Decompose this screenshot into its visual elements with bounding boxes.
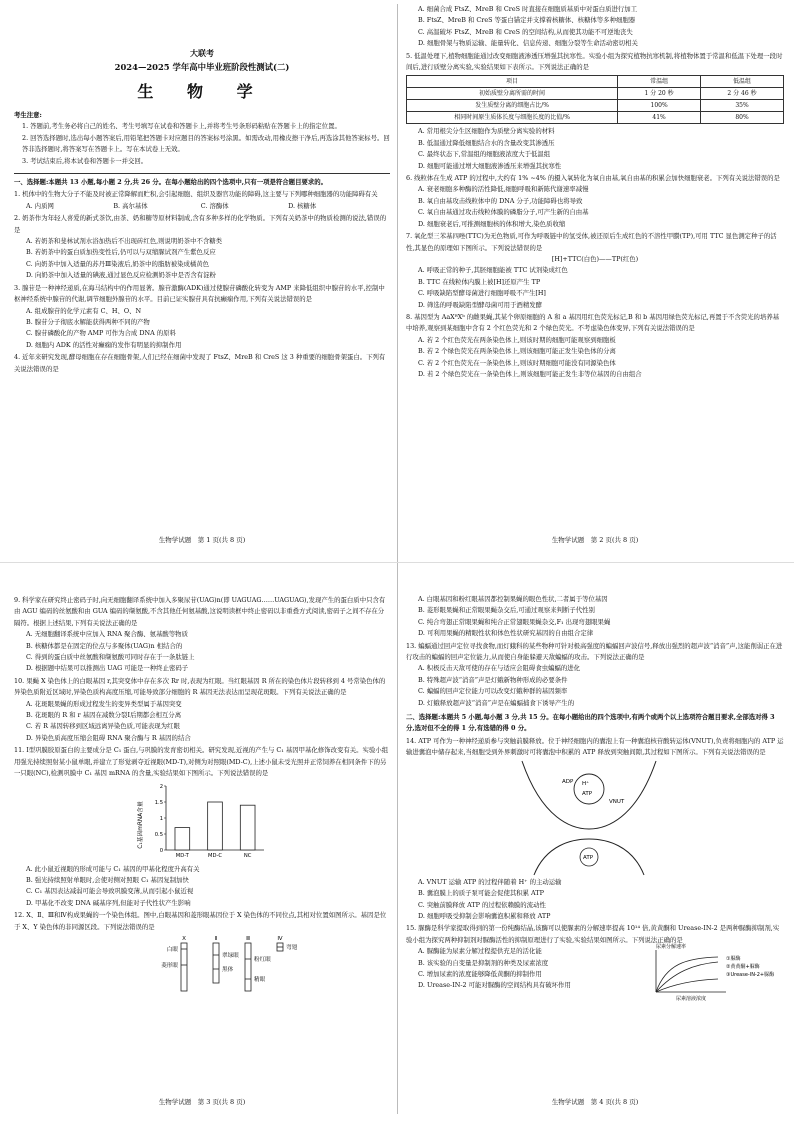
option: A. 脲酶能为尿素分解过程提供充足的活化能 bbox=[418, 947, 542, 956]
option: B. 腺苷分子彻底水解能获得两种不同的产物 bbox=[26, 317, 150, 326]
option: A. 细菌合成 FtsZ、MreB 和 CreS 时直接在细胞质基质中对蛋白质进行加工 bbox=[418, 5, 638, 13]
table-cell: 初始质壁分离所需的时间 bbox=[407, 88, 618, 100]
option: B. 若奶茶中的蛋白质加热变性后,仍可以与双缩脲试剂产生紫色反应 bbox=[26, 248, 216, 257]
table-cell: 80% bbox=[701, 112, 784, 124]
chromosome-3 bbox=[245, 943, 251, 991]
option: B. 高尔基体 bbox=[113, 201, 148, 210]
option: B. FtsZ、MreB 和 CreS 等蛋白锚定并支撑着核糖体、核糖体等多种细胞器 bbox=[418, 16, 636, 25]
option: D. 细胞衰老后,可推测细胞核的体积增大,染色质收缩 bbox=[418, 219, 566, 228]
page-3-footer: 生物学试题 第 3 页(共 8 页) bbox=[158, 1098, 246, 1106]
section-2-heading: 二、选择题:本题共 5 小题,每小题 3 分,共 15 分。在每小题给出的四个选项中,有两个或两个以上选项符合题目要求,全部选对得 3 分,选对但不全的得 1 分,有选错的得 0 分。 bbox=[406, 713, 775, 733]
option: C. 得到的蛋白质中丝氨酸和缬氨酸可同时存在于一条肽链上 bbox=[26, 653, 195, 662]
option: B. 囊泡膜上的质子泵可能会促使其积累 ATP bbox=[418, 889, 544, 898]
option: A. 若奶茶和斐林试剂水浴加热后不出现砖红色,则说明奶茶中不含糖类 bbox=[26, 237, 223, 246]
option: C. 若 R 基因转移到区域远离异染色质,可能表现为红眼 bbox=[26, 722, 180, 731]
exam-year: 2024—2025 学年高中毕业班阶段性测试(二) bbox=[114, 62, 290, 72]
option: D. 甲基化不改变 DNA 碱基序列,但能对子代性状产生影响 bbox=[26, 898, 191, 907]
page-1 bbox=[14, 46, 390, 532]
question-15-body bbox=[406, 944, 784, 1003]
option: D. 细胞内 ADK 的活性对癫痫的发作有明显的抑制作用 bbox=[26, 340, 182, 349]
table-header: 常温组 bbox=[618, 76, 701, 88]
table-cell: 2 分 46 秒 bbox=[701, 88, 784, 100]
chart-y-tick-label: 2 bbox=[159, 783, 163, 790]
table-header: 项目 bbox=[407, 76, 618, 88]
table-row bbox=[407, 112, 784, 124]
gene-label-white-eye: 白眼 bbox=[166, 946, 178, 953]
table-cell: 35% bbox=[701, 100, 784, 112]
table-row bbox=[407, 88, 784, 100]
vertical-divider bbox=[397, 4, 398, 1114]
chromosome-x bbox=[181, 943, 187, 991]
option: B. 核糖体都是在固定的位点与多聚体(UAG)n 相结合的 bbox=[26, 641, 183, 650]
question-14-stem: 14. ATP 可作为一种神经递质参与突触前膜释放。位于神经细胞内的囊泡上有一种囊泡核苷酸转运体(VNUT),负责将细胞内的 ATP 运输进囊泡中储存起来,当细胞受到外界刺激时可将囊泡中积累的 ATP 释放到突触间隙,其过程如下图所示。下列有关说法错误的是 bbox=[406, 736, 784, 757]
proton-label: H⁺ bbox=[582, 780, 590, 787]
page-2-footer: 生物学试题 第 2 页(共 8 页) bbox=[551, 536, 639, 544]
table-cell: 相同时间原生质体长度与细胞长度的比值/% bbox=[407, 112, 618, 124]
chromosome-diagram bbox=[124, 933, 324, 993]
gene-label-black-body: 黑体 bbox=[222, 966, 234, 973]
exam-name: 大联考 bbox=[190, 48, 214, 58]
table-header: 低温组 bbox=[701, 76, 784, 88]
page-4-footer: 生物学试题 第 4 页(共 8 页) bbox=[551, 1098, 639, 1106]
chart-y-tick-label: 0 bbox=[159, 847, 163, 854]
question-1-stem: 1. 机体中的生物大分子不能及时被正常降解而贮积,会引起细胞、组织及器官功能的障碍,这主要与下列哪种细胞器的功能障碍有关 bbox=[14, 190, 378, 199]
option: B. 若 2 个绿色荧光在两条染色体上,则该细胞可能正发生染色体的分离 bbox=[418, 347, 616, 356]
question-11-stem: 11. Ⅰ型巩膜胶原蛋白的主要成分是 C₁ 蛋白,与巩膜的发育密切相关。研究发现,近视的产生与 C₁ 基因甲基化修饰改变有关。实验小组用强光持续照射某小鼠单眼,并建立了形觉剥夺近视眼(MD-T),对侧为对照眼(MD-C),上述小鼠未受光照并正常饲养在相同条件下的另一只眼(NC),检测巩膜中 C₁ 基因 mRNA 的含量,实验结果如下图所示。下列说法错误的是 bbox=[14, 746, 389, 778]
option: A. VNUT 运输 ATP 的过程伴随着 H⁺ 的主动运输 bbox=[418, 877, 562, 886]
mrna-bar-chart bbox=[132, 780, 272, 864]
option: A. 常用根尖分生区细胞作为质壁分离实验的材料 bbox=[418, 127, 555, 136]
chart-bar bbox=[175, 827, 190, 849]
section-divider bbox=[14, 173, 390, 174]
question-2-stem: 2. 奶茶作为年轻人喜爱的新式茶饮,由茶、奶和糖等原材料制成,含有多种多样的化学物质。下列有关奶茶中的物质检测的说法,错误的是 bbox=[14, 214, 387, 234]
table-cell: 100% bbox=[618, 100, 701, 112]
question-1-options bbox=[14, 201, 390, 212]
chart-y-axis-label: C₁基因mRNA含量 bbox=[138, 800, 144, 849]
chromosome-2 bbox=[213, 943, 219, 983]
option: A. 花斑眼果蝇的形成过程发生的变异类型属于基因突变 bbox=[26, 699, 182, 708]
chart-y-tick-label: 1 bbox=[159, 815, 163, 822]
page-1-header bbox=[14, 46, 390, 110]
option: A. 白眼基因和粉红眼基因都控制果蝇的眼色性状,二者属于等位基因 bbox=[418, 595, 608, 603]
legend-item: ②黄黄酮+脲酶 bbox=[726, 964, 760, 971]
option: C. 若 2 个红色荧光在一条染色体上,则该时期细胞可能没有同源染色体 bbox=[418, 358, 616, 367]
subject-title: 生 物 学 bbox=[137, 82, 267, 101]
section-1-heading: 一、选择题:本题共 13 小题,每小题 2 分,共 26 分。在每小题给出的四个选项中,只有一项是符合题目要求的。 bbox=[14, 178, 328, 187]
option: C. 突触前膜释放 ATP 的过程依赖膜的流动性 bbox=[418, 900, 546, 909]
synapse-figure bbox=[406, 759, 784, 877]
option: B. 菱形眼果蝇和正常眼果蝇杂交后,可通过观察来判断子代性别 bbox=[418, 606, 595, 615]
option: B. 花斑眼的 R 和 r 基因在减数分裂Ⅰ后期都会相互分离 bbox=[26, 711, 182, 720]
option: D. 向奶茶中加入适量的碘液,通过显色反应检测奶茶中是否含有淀粉 bbox=[26, 271, 216, 280]
question-4-stem: 4. 近年来研究发现,酵母细胞在存在细胞骨架,人们已经在细菌中发现了 FtsZ、MreB 和 CreS 这 3 种重要的细胞骨架蛋白。下列有关说法错误的是 bbox=[14, 353, 386, 373]
question-10-stem: 10. 果蝇 X 染色体上的白眼基因 r,其突变体中存在多次 Rr 时,表现为红眼。当红眼基因 R 所在的染色体片段转移到 4 号常染色体的异染色质附近区域时,异染色质构高度压缩,可能导致部分细胞的 R 基因无法表达而呈现花斑眼。下列有关说法正确的是 bbox=[14, 676, 386, 697]
option: A. 此小鼠近视眼的形成可能与 C₁ 基因的甲基化程度升高有关 bbox=[26, 864, 200, 873]
option: C. 溶酶体 bbox=[200, 201, 229, 210]
question-7-stem: 7. 氧化型三苯基四唑(TTC)为无色物质,可作为呼吸链中的氢受体,被还原后生成红色的不溶性甲臜(TP),可用 TTC 显色测定种子的活性,其显色的原理如下图所示。下列说法错误的是 bbox=[406, 232, 777, 252]
urease-inhibition-graph bbox=[646, 942, 776, 1002]
option: C. 高温破坏 FtsZ、MreB 和 CreS 的空间结构,从而使其功能不可逆地丧失 bbox=[418, 27, 633, 36]
gene-label-rough-eye: 精眼 bbox=[254, 976, 266, 983]
option: B. 强光持续照射单眼时,会使对侧对照眼 C₁ 基因复制加快 bbox=[26, 875, 189, 884]
curve-flavone-urease bbox=[656, 962, 718, 992]
synaptic-vesicle bbox=[574, 774, 604, 804]
graph-x-axis-label: 尿素溶液浓度 bbox=[676, 996, 707, 1003]
option: D. 细胞可能通过增大细胞液渗透压来增强其抗寒性 bbox=[418, 161, 562, 170]
question-6-stem: 6. 线粒体在生成 ATP 的过程中,大约有 1% ~4% 的摄入氧转化为氧自由基,氧自由基的积累会加快细胞衰老。下列有关说法错误的是 bbox=[406, 174, 780, 183]
curve-inhibitor-urease bbox=[656, 979, 718, 992]
page-2 bbox=[406, 4, 784, 532]
chart-x-tick-label: NC bbox=[243, 852, 252, 859]
option: C. 呼吸缺陷型酵母菌进行细胞呼吸不产生[H] bbox=[418, 289, 546, 298]
chromosome-label-3: Ⅲ bbox=[246, 935, 250, 942]
option: A. 组成腺苷的化学元素有 C、H、O、N bbox=[26, 306, 142, 315]
option: C. 蝙蝠的回声定位能力可以改变灯蛾种群的基因频率 bbox=[418, 687, 568, 696]
chromosome-label-2: Ⅱ bbox=[214, 935, 218, 942]
atp-label: ATP bbox=[582, 790, 593, 797]
table-cell: 发生质壁分离的细胞占比/% bbox=[407, 100, 618, 112]
note-item: 2. 回答选择题时,选出每小题答案后,用铅笔把答题卡对应题目的答案标号涂黑。如需改动,用橡皮擦干净后,再选涂其他答案标号。回答非选择题时,将答案写在答题卡上。写在本试卷上无效。 bbox=[22, 133, 390, 154]
table-header-row bbox=[407, 76, 784, 88]
option: A. 呼吸正常的种子,其胚细胞能被 TTC 试剂染成红色 bbox=[418, 266, 568, 275]
chromosome-label-4: Ⅳ bbox=[277, 935, 283, 942]
chromosome-figure bbox=[14, 933, 390, 993]
question-8-stem: 8. 基因型为 AaXᴮXᵇ 的雌果蝇,其某个卵原细胞的 A 和 a 基因用红色荧光标记,B 和 b 基因用绿色荧光标记,再置于不含荧光的培养基中培养,观察到某细胞中含有 2 个红色荧光和 2 个绿色荧光。不考虑染色体变异,下列有关说法错误的是 bbox=[406, 312, 780, 333]
option: C. 最终状态下,常温组的细胞液浓度大于低温组 bbox=[418, 150, 551, 159]
table-cell: 1 分 20 秒 bbox=[618, 88, 701, 100]
gene-label-green-eye: 翠绿眼 bbox=[222, 952, 239, 959]
legend-item: ③Urease-IN-2+脲酶 bbox=[726, 972, 775, 979]
adp-label: ADP bbox=[562, 778, 574, 785]
option: C. 氧自由基通过攻击线粒体膜的磷脂分子,可产生新的自由基 bbox=[418, 208, 589, 217]
option: D. 灯蛾释放超声波“消音”声是在蝙蝠捕食下诱导产生的 bbox=[418, 698, 575, 707]
option: D. 可利用果蝇的精眼性状和体色性状研究基因的自由组合定律 bbox=[418, 629, 594, 638]
question-13-stem: 13. 蝙蝠通过回声定位寻找食物,而灯蛾科的某些物种可针对极高强度的蝙蝠回声波信号,释放出强烈的超声波“消音”声,这能削弱正在进行攻击的蝙蝠的回声定位能力,从而使自身能躲避天敌蝙蝠的攻击。下列说法正确的是 bbox=[406, 641, 783, 662]
question-15-stem: 15. 脲酶是科学家提取得到的第一份纯酶结晶,该酶可以使脲素的分解速率提高 10¹⁴ 倍,黄黄酮和 Urease-IN-2 是两种脲酶抑制剂,实验小组为探究两种抑制剂对脲酶活性的抑制原理进行了实验,实验结果如图所示。下列说法正确的是 bbox=[406, 924, 780, 944]
option: C. 腺苷磷酸化的产物 AMP 可作为合成 DNA 的原料 bbox=[26, 329, 176, 338]
option: D. 筛选的呼吸缺陷型酵母菌可用于酒精发酵 bbox=[418, 300, 542, 309]
graph-y-axis-label: 尿素分解速率 bbox=[656, 944, 687, 951]
option: D. 核糖体 bbox=[288, 201, 317, 210]
gene-label-lozenge-eye: 菱形眼 bbox=[161, 962, 178, 969]
table-cell: 41% bbox=[618, 112, 701, 124]
option: D. Urease-IN-2 可能对脲酶的空间结构具有破坏作用 bbox=[418, 981, 571, 990]
experiment-table bbox=[406, 75, 784, 124]
notes-title: 考生注意: bbox=[14, 111, 42, 119]
option: A. 衰老细胞多种酶的活性降低,细胞呼吸和新陈代谢速率减慢 bbox=[418, 185, 589, 194]
option: B. TTC 在线粒体内膜上被[H]还原产生 TP bbox=[418, 277, 541, 286]
option: B. 特殊超声波“消音”声是灯蛾新物种形成的必要条件 bbox=[418, 675, 568, 684]
gene-label-bent-wing: 弯翅 bbox=[286, 944, 298, 951]
option: A. 积极反击天敌可使的存在与适应会阻碍食虫蝙蝠的进化 bbox=[418, 664, 581, 673]
question-3-stem: 3. 腺苷是一种神经递质,在海马结构中的作用显著。腺苷激酶(ADK)通过使腺苷磷酸化转变为 AMP 来降低组织中腺苷的水平,控制中枢神经系统中腺苷的代谢,调节细胞外腺苷的水平。目前已证实腺苷具有抗癫痫作用,下列有关说法错误的是 bbox=[14, 283, 385, 304]
page-1-footer: 生物学试题 第 1 页(共 8 页) bbox=[158, 536, 246, 544]
gene-label-pink-eye: 粉红眼 bbox=[254, 956, 271, 963]
option: A. 若 2 个红色荧光在两条染色体上,则该时期的细胞可能观察到细胞板 bbox=[418, 335, 616, 344]
question-9-stem: 9. 科学家在研究终止密码子时,向无细胞翻译系统中加入多聚尿苷(UAG)n(即 UAGUAG……UAGUAG),发现产生的蛋白质中只含有由 AGU 编码的丝氨酸和由 GUA 编码的缬氨酸,不含其他任何氨基酸,这说明读框中终止密码以非重叠方式阅读,密码子之间不存在分隔符。根据上述结果,下列有关说法正确的是 bbox=[14, 596, 386, 627]
option: A. 内质网 bbox=[26, 201, 54, 210]
table-row bbox=[407, 100, 784, 112]
chromosome-label-x: X bbox=[182, 935, 186, 942]
question-5-stem: 5. 低温处理下,植物细胞能通过改变细胞液渗透压增强其抗寒性。实验小组为探究植物抗寒机制,将植物体置于常温和低温下处理一段时间后,进行质壁分离实验,实验结果如下表所示。下列说法正确的是 bbox=[406, 51, 783, 72]
option: B. 低温通过降低细胞结合水的含量改变其渗透压 bbox=[418, 138, 555, 147]
mrna-bar-chart-figure bbox=[14, 780, 390, 864]
chart-bar bbox=[208, 802, 223, 850]
option: A. 无细胞翻译系统中应加入 RNA 聚合酶、氨基酸等物质 bbox=[26, 630, 188, 639]
chart-x-tick-label: MD-T bbox=[175, 852, 189, 859]
note-item: 3. 考试结束后,将本试卷和答题卡一并交回。 bbox=[22, 156, 148, 165]
page-3 bbox=[14, 594, 390, 1088]
option: D. 若 2 个绿色荧光在一条染色体上,则该细胞可能正发生非等位基因的自由组合 bbox=[418, 369, 642, 378]
horizontal-divider bbox=[0, 562, 794, 563]
released-atp-label: ATP bbox=[583, 854, 594, 861]
chart-y-tick-label: 1.5 bbox=[154, 799, 163, 806]
option: C. 纯合弯翅正常眼果蝇和纯合正常翅眼果蝇杂交,F₁ 出现弯翅眼果蝇 bbox=[418, 617, 611, 626]
curve-urease bbox=[656, 957, 718, 992]
synapse-diagram bbox=[514, 759, 664, 877]
option: B. 氧自由基攻击线粒体中的 DNA 分子,功能障碍也将导致 bbox=[418, 196, 583, 205]
option: B. 该实验的自变量是抑制剂的种类及尿素浓度 bbox=[418, 958, 549, 967]
note-item: 1. 答题前,考生务必将自己的姓名、考生号填写在试卷和答题卡上,并将考生号条形码粘贴在答题卡上的指定位置。 bbox=[22, 122, 341, 131]
option: C. 向奶茶中加入适量的苏丹Ⅲ染液后,奶茶中的脂肪被染成橘黄色 bbox=[26, 259, 210, 268]
question-12-stem: 12. X、Ⅱ、Ⅲ和Ⅳ构成果蝇的一个染色体组。图中,白眼基因和菱形眼基因位于 X 染色体的不同位点,其相对位置如图所示。基因是位于 X、Y 染色体的非同源区段。下列说法错误的是 bbox=[14, 911, 387, 931]
option: D. 根据题中结果可以推测出 UAG 可能是一种终止密码子 bbox=[26, 664, 189, 673]
reaction-equation: [H]+TTC(白色)——TP(红色) bbox=[551, 254, 639, 263]
vnut-label: VNUT bbox=[609, 798, 625, 805]
page-4 bbox=[406, 594, 784, 1088]
option: D. 细胞骨架与物质运输、能量转化、信息传递、细胞分裂等生命活动密切相关 bbox=[418, 39, 638, 48]
option: D. 异染色质高度压缩会阻碍 RNA 聚合酶与 R 基因的结合 bbox=[26, 733, 191, 742]
option: C. C₁ 基因表达减弱可能会导致巩膜变薄,从而引起小鼠近视 bbox=[26, 887, 194, 896]
chart-x-tick-label: MD-C bbox=[208, 852, 222, 859]
legend-item: ①脲酶 bbox=[726, 956, 741, 963]
chart-y-tick-label: 0.5 bbox=[154, 831, 163, 838]
option: D. 细胞呼吸受抑制会影响囊泡积累和释放 ATP bbox=[418, 911, 551, 920]
chart-bar bbox=[240, 805, 255, 850]
option: C. 增加尿素的浓度能够降低黄酮的抑制作用 bbox=[418, 969, 542, 978]
